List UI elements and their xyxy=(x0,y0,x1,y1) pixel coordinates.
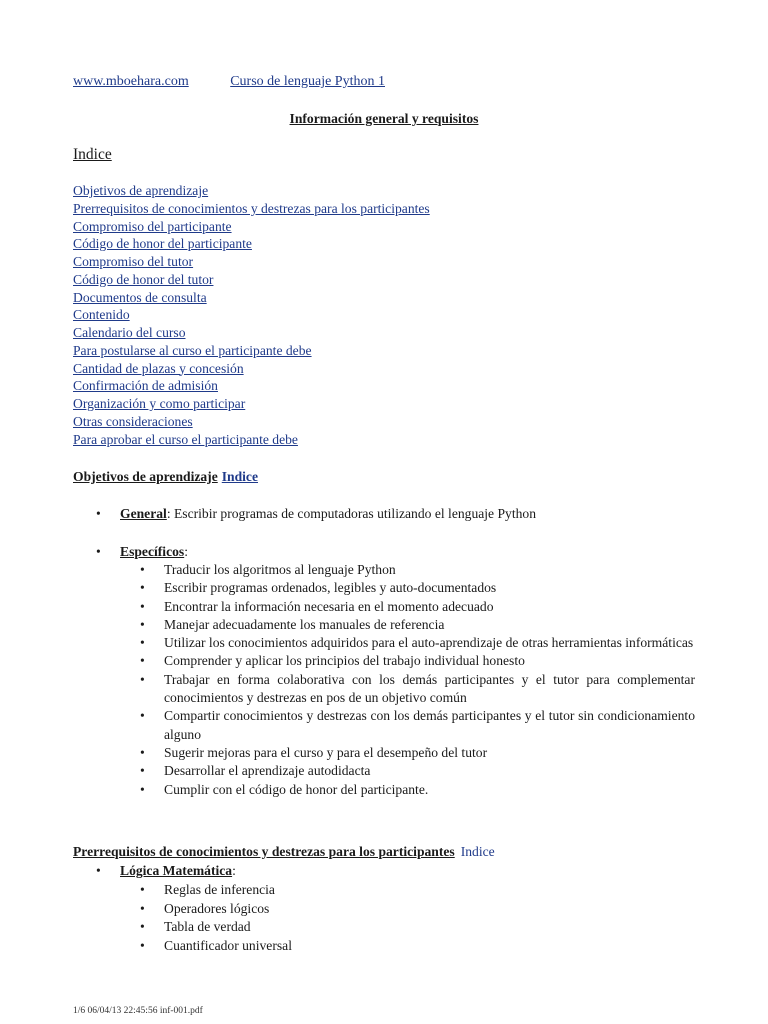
list-item xyxy=(140,744,695,762)
list-item-text: Reglas de inferencia xyxy=(164,882,275,897)
logica-label: Lógica Matemática xyxy=(120,863,233,878)
document-title: Información general y requisitos xyxy=(289,111,479,126)
page-footer: 1/6 06/04/13 22:45:56 inf-001.pdf xyxy=(73,1006,203,1016)
list-item xyxy=(140,881,695,900)
toc-link-confirmacion[interactable]: Confirmación de admisión xyxy=(73,378,218,394)
bullet-icon: • xyxy=(140,763,145,779)
objetivos-heading xyxy=(73,468,258,486)
list-item-text: Compartir conocimientos y destrezas con los demás participantes y el tutor sin condicionamiento alguno xyxy=(164,708,695,742)
list-item xyxy=(140,598,695,616)
list-item xyxy=(140,707,695,744)
toc-link-objetivos[interactable]: Objetivos de aprendizaje xyxy=(73,183,209,198)
toc-link-compromiso-participante[interactable]: Compromiso del participante xyxy=(73,218,232,234)
bullet-icon: • xyxy=(140,781,145,797)
general-bullet xyxy=(96,505,536,523)
toc-link-calendario[interactable]: Calendario del curso xyxy=(73,325,186,340)
toc-list xyxy=(73,182,430,448)
list-item xyxy=(140,561,695,579)
list-item-text: Cuantificador universal xyxy=(164,937,292,953)
list-item xyxy=(140,652,695,670)
list-item-text: Desarrollar el aprendizaje autodidacta xyxy=(164,763,371,779)
bullet-icon: • xyxy=(96,863,101,878)
list-item xyxy=(140,781,695,799)
bullet-icon: • xyxy=(140,653,145,669)
list-item-text: Operadores lógicos xyxy=(164,900,270,916)
bullet-icon: • xyxy=(140,580,145,596)
list-item-text: Manejar adecuadamente los manuales de referencia xyxy=(164,616,445,632)
bullet-icon: • xyxy=(140,616,145,632)
list-item xyxy=(140,918,695,937)
toc-link-contenido[interactable]: Contenido xyxy=(73,307,130,323)
site-link[interactable]: www.mboehara.com xyxy=(73,74,189,89)
logica-list xyxy=(140,881,695,955)
list-item xyxy=(140,579,695,597)
general-text: : Escribir programas de computadoras utilizando el lenguaje Python xyxy=(166,506,537,521)
toc-link-plazas[interactable]: Cantidad de plazas y concesión xyxy=(73,360,244,376)
especificos-bullet xyxy=(96,543,188,561)
list-item xyxy=(140,616,695,634)
list-item-text: Trabajar en forma colaborativa con los demás participantes y el tutor para complementar conocimientos y destrezas en pos de un objetivo común xyxy=(164,671,695,706)
list-item-text: Traducir los algoritmos al lenguaje Python xyxy=(164,562,396,577)
bullet-icon: • xyxy=(140,671,145,687)
prerrequisitos-heading xyxy=(73,843,495,861)
list-item-text: Utilizar los conocimientos adquiridos para el auto-aprendizaje de otras herramientas informáticas xyxy=(164,635,694,651)
general-label: General xyxy=(120,506,167,521)
logica-bullet xyxy=(96,862,236,880)
objetivos-heading-text: Objetivos de aprendizaje xyxy=(73,469,218,484)
list-item xyxy=(140,671,695,708)
toc-link-documentos[interactable]: Documentos de consulta xyxy=(73,289,207,305)
list-item xyxy=(140,900,695,919)
bullet-icon: • xyxy=(140,900,145,916)
bullet-icon: • xyxy=(140,562,145,577)
toc-link-prerrequisitos[interactable]: Prerrequisitos de conocimientos y destrezas para los participantes xyxy=(73,200,430,216)
bullet-icon: • xyxy=(140,635,145,651)
bullet-icon: • xyxy=(140,598,145,614)
logica-colon: : xyxy=(232,863,236,878)
bullet-icon: • xyxy=(140,882,145,897)
bullet-icon: • xyxy=(96,506,101,521)
list-item-text: Tabla de verdad xyxy=(164,919,251,935)
toc-link-organizacion[interactable]: Organización y como participar xyxy=(73,396,246,411)
toc-link-otras[interactable]: Otras consideraciones xyxy=(73,413,193,429)
list-item-text: Escribir programas ordenados, legibles y auto-documentados xyxy=(164,580,497,596)
list-item-text: Sugerir mejoras para el curso y para el desempeño del tutor xyxy=(164,744,488,760)
list-item xyxy=(140,937,695,956)
especificos-label: Específicos xyxy=(120,544,185,559)
toc-link-compromiso-tutor[interactable]: Compromiso del tutor xyxy=(73,254,194,269)
course-link[interactable]: Curso de lenguaje Python 1 xyxy=(230,74,385,89)
toc-link-aprobar[interactable]: Para aprobar el curso el participante debe xyxy=(73,431,298,447)
prerrequisitos-index-link[interactable]: Indice xyxy=(460,844,495,859)
toc-link-codigo-honor-participante[interactable]: Código de honor del participante xyxy=(73,236,252,252)
objetivos-index-link[interactable]: Indice xyxy=(221,469,259,484)
list-item xyxy=(140,762,695,780)
header-links xyxy=(73,73,385,91)
list-item xyxy=(140,634,695,652)
bullet-icon: • xyxy=(140,744,145,760)
bullet-icon: • xyxy=(140,708,145,724)
list-item-text: Comprender y aplicar los principios del trabajo individual honesto xyxy=(164,653,525,669)
list-item-text: Cumplir con el código de honor del participante. xyxy=(164,781,429,797)
list-item-text: Encontrar la información necesaria en el momento adecuado xyxy=(164,598,494,614)
toc-link-postularse[interactable]: Para postularse al curso el participante debe xyxy=(73,342,312,358)
bullet-icon: • xyxy=(96,544,101,559)
bullet-icon: • xyxy=(140,919,145,935)
toc-link-codigo-honor-tutor[interactable]: Código de honor del tutor xyxy=(73,271,214,287)
especificos-list xyxy=(140,561,695,799)
bullet-icon: • xyxy=(140,937,145,953)
especificos-colon: : xyxy=(184,544,188,559)
prerrequisitos-heading-text: Prerrequisitos de conocimientos y destrezas para los participantes xyxy=(73,844,455,859)
toc-heading: Indice xyxy=(73,146,112,163)
